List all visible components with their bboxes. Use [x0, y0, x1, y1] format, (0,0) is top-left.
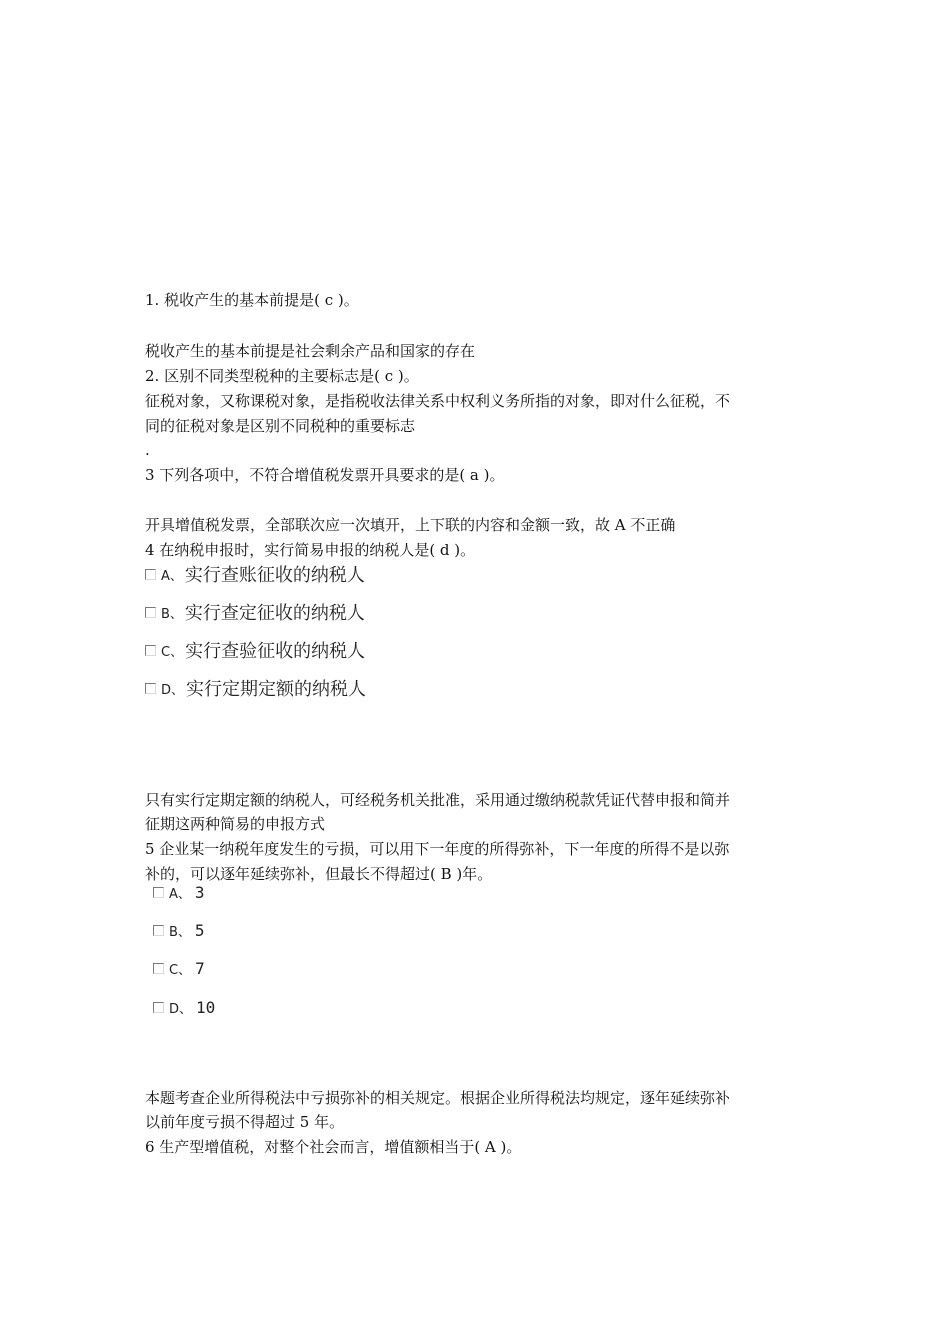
checkbox[interactable] — [153, 925, 164, 936]
option-4d[interactable] — [145, 677, 366, 699]
option-letter: B、 — [169, 924, 191, 940]
checkbox[interactable] — [145, 569, 156, 580]
checkbox[interactable] — [153, 963, 164, 974]
option-letter: A、 — [169, 886, 191, 902]
option-letter: D、 — [169, 1001, 193, 1017]
checkbox[interactable] — [145, 645, 156, 656]
explanation-5-line-2: 以前年度亏损不得超过 5 年。 — [145, 1113, 345, 1131]
checkbox[interactable] — [145, 683, 156, 694]
option-text: 7 — [195, 958, 205, 978]
option-4b[interactable] — [145, 601, 365, 623]
explanation-4-line-2: 征期这两种简易的申报方式 — [145, 815, 326, 833]
option-text: 实行查定征收的纳税人 — [184, 603, 365, 624]
question-5-line-2: 补的，可以逐年延续弥补，但最长不得超过( B )年。 — [145, 865, 493, 883]
explanation-3: 开具增值税发票，全部联次应一次填开，上下联的内容和金额一致，故 A 不正确 — [145, 516, 676, 534]
option-4a[interactable] — [145, 563, 365, 585]
checkbox[interactable] — [153, 1002, 164, 1013]
option-5a[interactable] — [153, 882, 205, 902]
checkbox[interactable] — [145, 607, 156, 618]
question-5-line-1: 5 企业某一纳税年度发生的亏损，可以用下一年度的所得弥补，下一年度的所得不是以弥 — [145, 840, 730, 858]
option-text: 3 — [194, 882, 205, 902]
option-letter: B、 — [161, 606, 183, 622]
option-5b[interactable] — [153, 920, 205, 940]
option-letter: D、 — [161, 682, 185, 698]
option-letter: A、 — [161, 568, 183, 584]
question-6: 6 生产型增值税，对整个社会而言，增值额相当于( A )。 — [145, 1138, 522, 1156]
question-4: 4 在纳税申报时，实行简易申报的纳税人是( d )。 — [145, 541, 476, 559]
option-5d[interactable] — [153, 997, 215, 1017]
question-2: 2. 区别不同类型税种的主要标志是( c )。 — [145, 367, 419, 385]
option-5c[interactable] — [153, 958, 205, 978]
explanation-5-line-1: 本题考查企业所得税法中亏损弥补的相关规定。根据企业所得税法均规定，逐年延续弥补 — [145, 1089, 731, 1107]
stray-dot: . — [145, 441, 150, 459]
checkbox[interactable] — [153, 887, 164, 898]
option-4c[interactable] — [145, 639, 365, 661]
option-text: 5 — [194, 920, 205, 940]
explanation-4-line-1: 只有实行定期定额的纳税人，可经税务机关批准，采用通过缴纳税款凭证代替申报和简并 — [145, 791, 731, 809]
question-1: 1. 税收产生的基本前提是( c )。 — [145, 291, 359, 309]
option-text: 10 — [196, 997, 216, 1017]
option-letter: C、 — [161, 644, 184, 660]
option-text: 实行定期定额的纳税人 — [186, 679, 367, 700]
option-letter: C、 — [169, 962, 192, 978]
option-text: 实行查账征收的纳税人 — [184, 565, 365, 586]
explanation-1: 税收产生的基本前提是社会剩余产品和国家的存在 — [145, 342, 476, 360]
option-text: 实行查验征收的纳税人 — [185, 641, 366, 662]
question-3: 3 下列各项中，不符合增值税发票开具要求的是( a )。 — [145, 466, 505, 484]
explanation-2-line-2: 同的征税对象是区别不同税种的重要标志 — [145, 417, 416, 435]
explanation-2-line-1: 征税对象，又称课税对象，是指税收法律关系中权利义务所指的对象，即对什么征税，不 — [145, 392, 731, 410]
